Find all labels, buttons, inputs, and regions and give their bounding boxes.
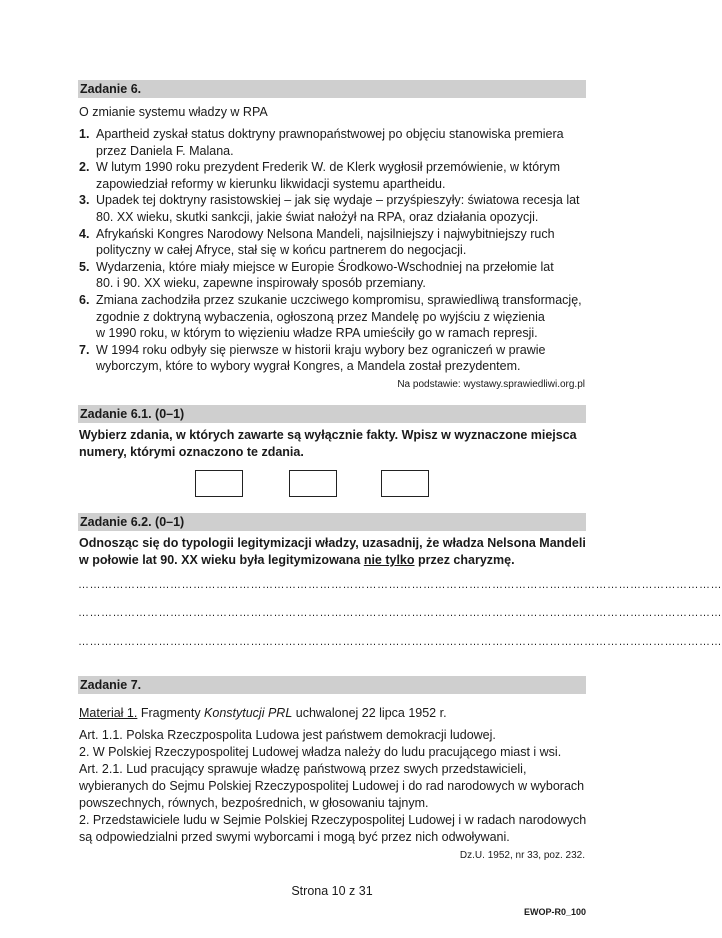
constitution-line: wybieranych do Sejmu Polskiej Rzeczypospolitej Ludowej i do rad narodowych w wyborach xyxy=(79,779,585,793)
task62-instruction-line1: Odnosząc się do typologii legitymizacji władzy, uzasadnij, że władza Nelsona Mandeli xyxy=(79,536,586,550)
statement-number: 6. xyxy=(79,292,90,307)
statement-2 xyxy=(79,159,582,192)
task61-instruction-line2: numery, którymi oznaczono te zdania. xyxy=(79,445,304,459)
statement-line: wyborczym, które to wybory wygrał Kongres, a Mandela został prezydentem. xyxy=(96,359,521,374)
task6-header: Zadanie 6. xyxy=(78,80,586,98)
statement-number: 5. xyxy=(79,259,90,274)
statement-number: 4. xyxy=(79,226,90,241)
answer-line-3[interactable]: …………………………………………………………………………………………………………………………………………………… xyxy=(78,636,722,648)
statement-line: Afrykański Kongres Narodowy Nelsona Mandeli, najsilniejszy i najwybitniejszy ruch xyxy=(96,226,555,241)
task62-instruction-line2 xyxy=(79,552,515,569)
statement-number: 1. xyxy=(79,127,90,141)
statement-1 xyxy=(79,126,582,159)
material-caption xyxy=(79,705,447,722)
statement-5 xyxy=(79,259,582,292)
task7-header: Zadanie 7. xyxy=(78,676,586,694)
page-number: Strona 10 z 31 xyxy=(291,884,373,898)
task62-instruction-underlined: nie tylko xyxy=(363,553,415,567)
statement-line: 80. i 90. XX wieku, zapewne inspirowały sposób przemiany. xyxy=(96,276,426,291)
statement-line: polityczny w całej Afryce, stał się w końcu partnerem do negocjacji. xyxy=(96,243,467,258)
answer-box-3[interactable] xyxy=(381,470,429,497)
statement-line: Upadek tej doktryny rasistowskiej – jak się wydaje – przyśpieszyły: światowa recesja lat xyxy=(96,193,580,208)
answer-line-1[interactable]: …………………………………………………………………………………………………………………………………………………… xyxy=(78,579,722,591)
task6-title: O zmianie systemu władzy w RPA xyxy=(79,105,268,119)
statements-list xyxy=(79,126,582,375)
constitution-line: powszechnych, równych, bezpośrednich, w głosowaniu tajnym. xyxy=(79,796,429,810)
task61-header: Zadanie 6.1. (0–1) xyxy=(78,405,586,423)
statement-line: W lutym 1990 roku prezydent Frederik W. de Klerk wygłosił przemówienie, w którym xyxy=(96,160,561,175)
statement-6 xyxy=(79,292,582,342)
task61-instruction-line1: Wybierz zdania, w których zawarte są wyłącznie fakty. Wpisz w wyznaczone miejsca xyxy=(79,428,577,442)
task62-instruction-part1: w połowie lat 90. XX wieku była legitymizowana xyxy=(79,553,364,567)
constitution-line: 2. W Polskiej Rzeczypospolitej Ludowej władza należy do ludu pracującego miast i wsi. xyxy=(79,745,562,759)
statement-line: przez Daniela F. Malana. xyxy=(96,143,234,158)
task7-source: Dz.U. 1952, nr 33, poz. 232. xyxy=(459,850,585,861)
constitution-line: Art. 1.1. Polska Rzeczpospolita Ludowa jest państwem demokracji ludowej. xyxy=(79,728,496,742)
statement-number: 3. xyxy=(79,193,90,208)
task6-source: Na podstawie: wystawy.sprawiedliwi.org.pl xyxy=(397,379,585,390)
statement-line: Wydarzenia, które miały miejsce w Europie Środkowo-Wschodniej na przełomie lat xyxy=(96,259,554,274)
statement-line: zapowiedział reformy w kierunku likwidacji systemu apartheidu. xyxy=(96,176,446,191)
material-label: Materiał 1. xyxy=(79,706,138,720)
exam-code: EWOP-R0_100 xyxy=(523,907,586,917)
constitution-line: są odpowiedzialni przed swymi wyborcami i mogą być przez nich odwoływani. xyxy=(79,830,510,844)
answer-line-2[interactable]: …………………………………………………………………………………………………………………………………………………… xyxy=(78,607,722,619)
statement-line: W 1994 roku odbyły się pierwsze w historii kraju wybory bez ograniczeń w prawie xyxy=(96,342,546,357)
statement-7 xyxy=(79,342,582,375)
task62-header: Zadanie 6.2. (0–1) xyxy=(78,513,586,531)
task62-instruction-part2: przez charyzmę. xyxy=(414,553,515,567)
material-caption-mid: Fragmenty xyxy=(137,706,205,720)
answer-box-1[interactable] xyxy=(195,470,243,497)
material-caption-italic: Konstytucji PRL xyxy=(204,706,293,720)
statement-line: Zmiana zachodziła przez szukanie uczciwego kompromisu, sprawiedliwą transformację, xyxy=(96,292,582,307)
statement-line: zgodnie z doktryną wybaczenia, ogłoszoną przez Mandelę po wyjściu z więzienia xyxy=(96,309,545,324)
statement-4 xyxy=(79,226,582,259)
constitution-line: 2. Przedstawiciele ludu w Sejmie Polskiej Rzeczypospolitej Ludowej i w radach narodowych xyxy=(79,813,587,827)
statement-number: 2. xyxy=(79,160,90,175)
statement-line: 80. XX wieku, skutki sankcji, jakie świat nałożył na RPA, oraz działania opozycji. xyxy=(96,209,539,224)
statement-number: 7. xyxy=(79,342,90,357)
material-caption-end: uchwalonej 22 lipca 1952 r. xyxy=(292,706,447,720)
statement-3 xyxy=(79,192,582,225)
answer-box-2[interactable] xyxy=(289,470,337,497)
statement-line: Apartheid zyskał status doktryny prawnopaństwowej po objęciu stanowiska premiera xyxy=(96,127,564,141)
statement-line: w 1990 roku, w którym to więzieniu władze RPA umieściły go w ramach represji. xyxy=(96,326,538,341)
constitution-line: Art. 2.1. Lud pracujący sprawuje władzę państwową przez swych przedstawicieli, xyxy=(79,762,527,776)
